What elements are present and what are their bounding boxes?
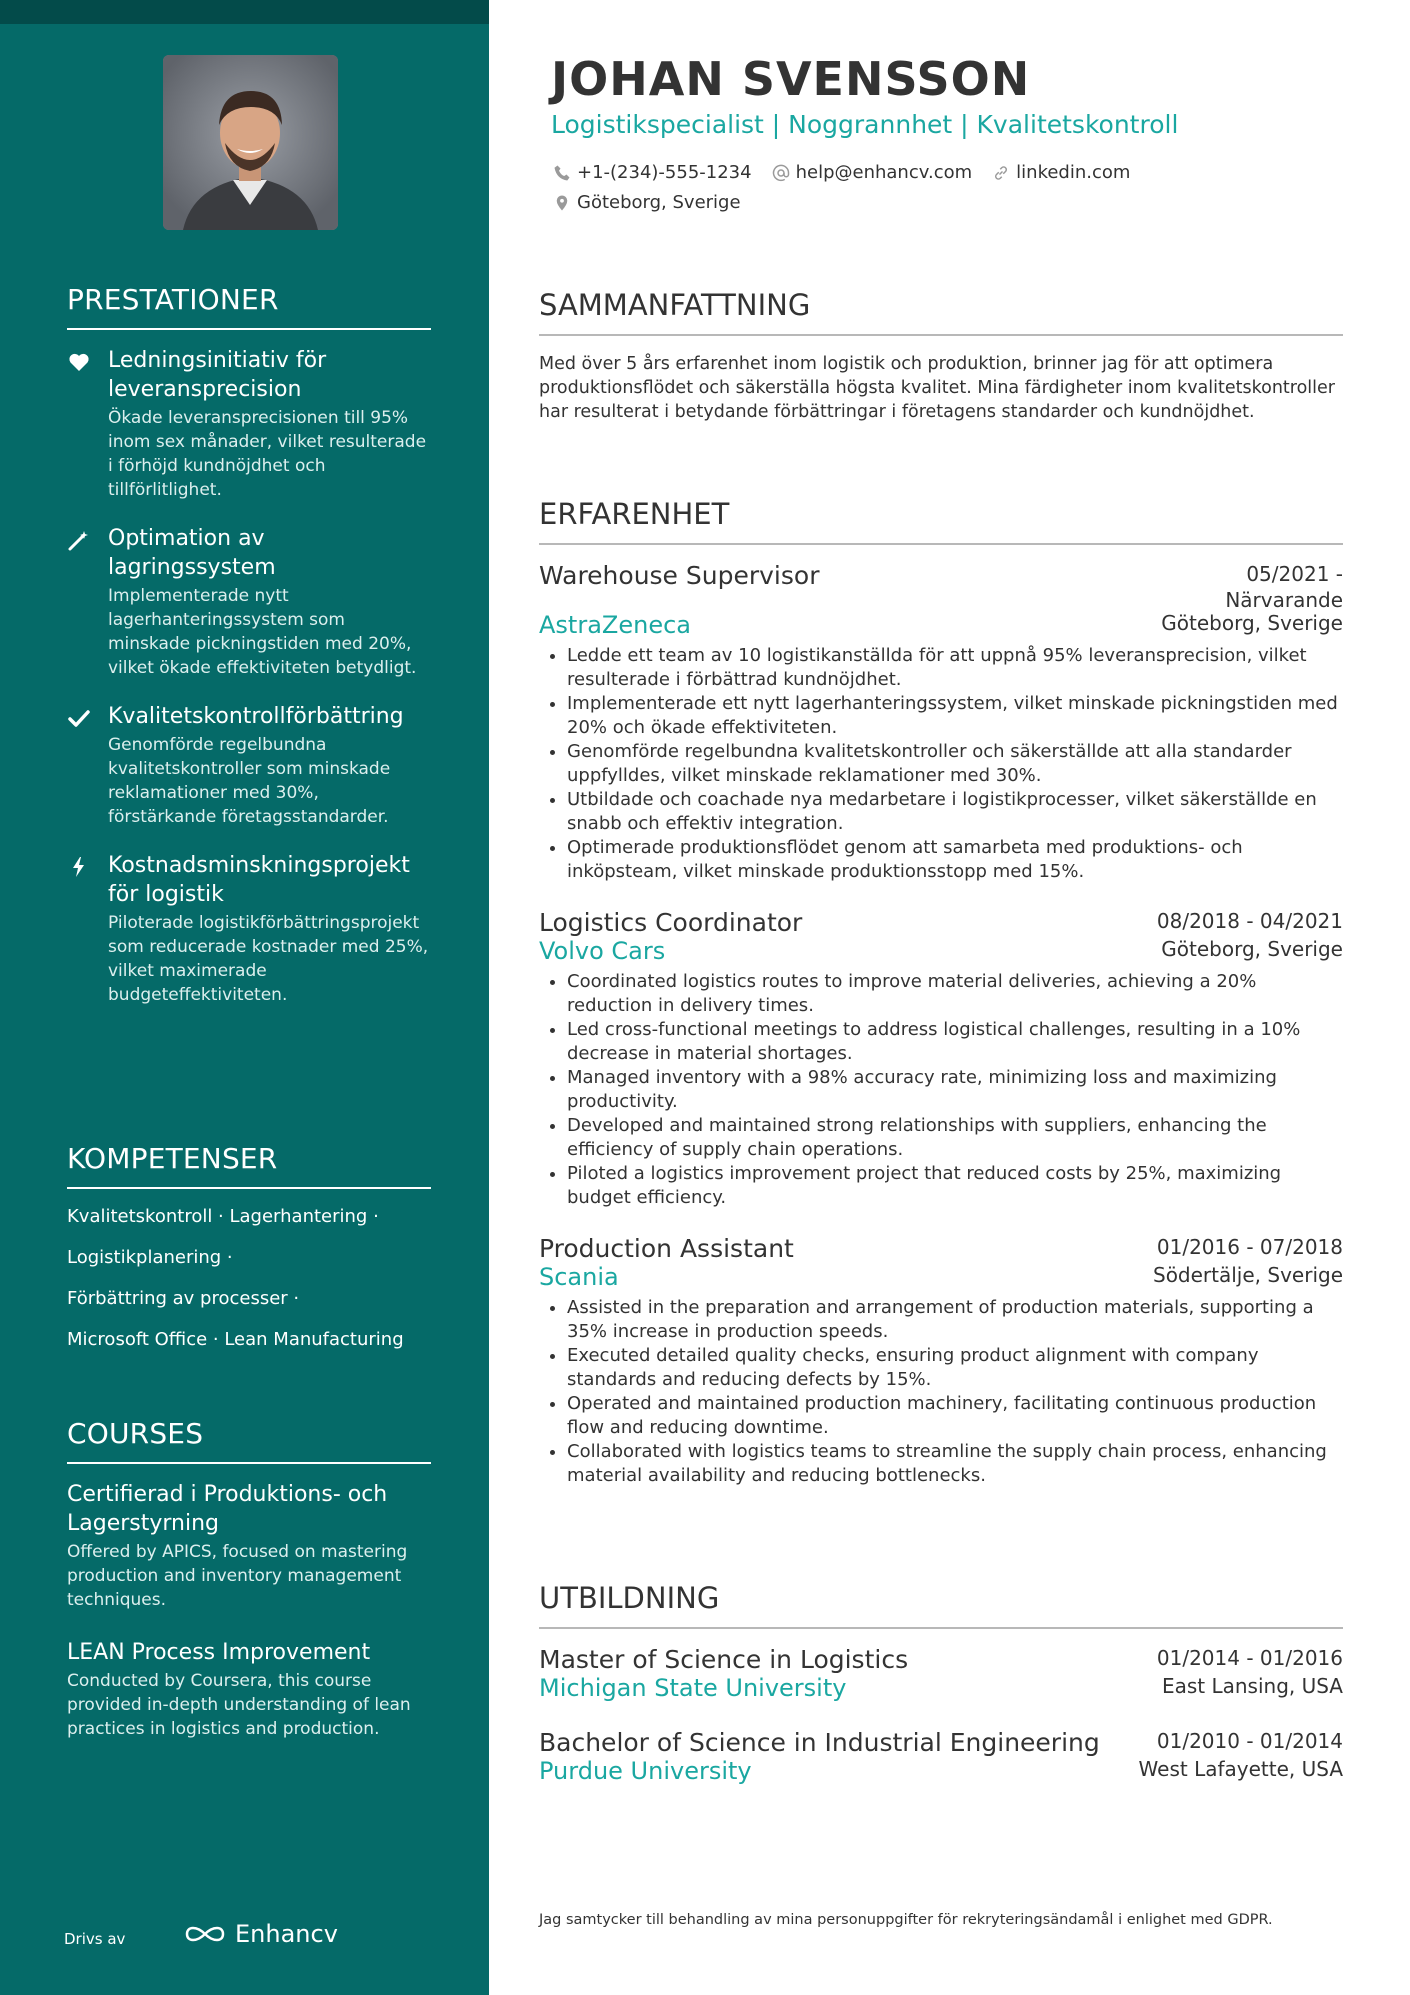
job-bullet: • Coordinated logistics routes to improve material deliveries, achieving a 20% reduction in delivery times. (567, 970, 1343, 1018)
email-text: help@enhancv.com (795, 162, 973, 183)
achievements-heading: PRESTATIONER (67, 283, 431, 330)
job-date (1225, 561, 1343, 613)
achievement-item (67, 702, 431, 829)
gdpr-consent: Jag samtycker till behandling av mina personuppgifter för rekryteringsändamål i enlighet med GDPR. (539, 1912, 1273, 1928)
course-title: LEAN Process Improvement (67, 1640, 371, 1665)
job-entry (539, 1234, 1343, 1488)
school-location: East Lansing, USA (1161, 1674, 1343, 1698)
check-icon (67, 706, 91, 730)
contact-row (553, 162, 1130, 183)
job-bullet: • Utbildade och coachade nya medarbetare i logistikprocesser, vilket säkerställde en snabb och effektiv integration. (567, 788, 1343, 836)
achievement-item (67, 346, 431, 502)
heart-icon (67, 350, 91, 374)
powered-by-label: Drivs av (64, 1930, 126, 1948)
job-bullet: • Led cross-functional meetings to address logistical challenges, resulting in a 10% decrease in material shortages. (567, 1018, 1343, 1066)
company-name: AstraZeneca (539, 611, 691, 639)
achievement-desc: Piloterade logistikförbättringsprojekt som reducerade kostnader med 25%, vilket maximerade budgeteffektiviteten. (108, 913, 429, 1005)
courses-section (67, 1417, 431, 1767)
profile-photo (163, 55, 338, 230)
job-date-line: 05/2021 - (1246, 562, 1343, 586)
job-bullet: • Piloted a logistics improvement project that reduced costs by 25%, maximizing budget efficiency. (567, 1162, 1343, 1210)
education-entry (539, 1645, 1343, 1702)
course-title: Certifierad i Produktions- och Lagerstyrning (67, 1482, 388, 1536)
job-date: 08/2018 - 04/2021 (1156, 909, 1343, 933)
achievement-item (67, 851, 431, 1007)
company-name: Volvo Cars (539, 937, 666, 965)
job-bullet: • Collaborated with logistics teams to streamline the supply chain process, enhancing material availability and reducing bottlenecks. (567, 1440, 1343, 1488)
location-row (553, 192, 741, 213)
skills-section (67, 1142, 431, 1369)
phone-icon (553, 164, 571, 182)
job-bullet: • Ledde ett team av 10 logistikanställda för att uppnå 95% leveransprecision, vilket resulterade i förbättrad kundnöjdhet. (567, 644, 1343, 692)
job-date-line: Närvarande (1225, 588, 1343, 612)
job-bullet: • Developed and maintained strong relationships with suppliers, enhancing the efficiency of supply chain operations. (567, 1114, 1343, 1162)
location-contact (553, 192, 741, 213)
company-name: Scania (539, 1263, 619, 1291)
school-location: West Lafayette, USA (1138, 1757, 1343, 1781)
logo-text: Enhancv (235, 1920, 338, 1948)
summary-heading: SAMMANFATTNING (539, 288, 1343, 336)
achievement-title: Kvalitetskontrollförbättring (108, 704, 404, 729)
job-bullet: • Assisted in the preparation and arrangement of production materials, supporting a 35% increase in production speeds. (567, 1296, 1343, 1344)
education-entry (539, 1728, 1343, 1785)
job-bullet: • Managed inventory with a 98% accuracy rate, minimizing loss and maximizing productivity. (567, 1066, 1343, 1114)
job-title: Production Assistant (539, 1234, 794, 1263)
degree-title: Bachelor of Science in Industrial Engineering (539, 1728, 1100, 1757)
candidate-headline: Logistikspecialist | Noggrannhet | Kvalitetskontroll (551, 110, 1179, 139)
at-icon (772, 164, 790, 182)
achievement-desc: Ökade leveransprecisionen till 95% inom sex månader, vilket resulterade i förhöjd kundnöjdhet och tillförlitlighet. (108, 408, 427, 500)
education-date: 01/2014 - 01/2016 (1156, 1646, 1343, 1670)
link-icon (992, 164, 1010, 182)
achievement-title: Kostnadsminskningsprojekt för logistik (108, 853, 410, 907)
email-contact[interactable] (772, 162, 973, 183)
achievement-title: Ledningsinitiativ för leveransprecision (108, 348, 327, 402)
location-text: Göteborg, Sverige (577, 192, 741, 213)
skills-heading: KOMPETENSER (67, 1142, 431, 1189)
school-name: Michigan State University (539, 1674, 847, 1702)
skills-line: Microsoft Office · Lean Manufacturing (67, 1329, 404, 1350)
job-location: Södertälje, Sverige (1153, 1263, 1343, 1287)
job-bullet: • Implementerade ett nytt lagerhanteringssystem, vilket minskade pickningstiden med 20% och ökade effektiviteten. (567, 692, 1343, 740)
job-entry (539, 908, 1343, 1210)
skills-line: Logistikplanering · (67, 1247, 233, 1268)
summary-text: Med över 5 års erfarenhet inom logistik och produktion, brinner jag för att optimera produktionsflödet och säkerställa högsta kvalitet. Mina färdigheter inom kvalitetskontroller har resulterat i betydande förbättringar i företagens standarder och kundnöjdhet. (539, 354, 1335, 422)
courses-heading: COURSES (67, 1417, 431, 1464)
achievement-desc: Genomförde regelbundna kvalitetskontroller som minskade reklamationer med 30%, förstärkande företagsstandarder. (108, 735, 391, 827)
linkedin-text: linkedin.com (1016, 162, 1131, 183)
education-date: 01/2010 - 01/2014 (1156, 1729, 1343, 1753)
course-item (67, 1638, 431, 1741)
course-desc: Offered by APICS, focused on mastering production and inventory management techniques. (67, 1542, 408, 1610)
skills-line: Förbättring av processer · (67, 1288, 300, 1309)
job-location: Göteborg, Sverige (1161, 611, 1343, 635)
sidebar (0, 0, 489, 1995)
education-section (539, 1581, 1343, 1811)
phone-text: +1-(234)-555-1234 (577, 162, 752, 183)
course-item (67, 1480, 431, 1612)
degree-title: Master of Science in Logistics (539, 1645, 909, 1674)
linkedin-contact[interactable] (992, 162, 1130, 183)
job-bullet: • Optimerade produktionsflödet genom att samarbeta med produktions- och inköpsteam, vilket minskade produktionsstopp med 15%. (567, 836, 1343, 884)
infinity-icon (183, 1922, 227, 1946)
experience-section (539, 497, 1343, 1512)
magic-wand-icon (67, 528, 91, 552)
education-heading: UTBILDNING (539, 1581, 1343, 1629)
summary-section (539, 288, 1343, 424)
achievement-title: Optimation av lagringssystem (108, 526, 276, 580)
job-entry (539, 561, 1343, 884)
location-pin-icon (553, 194, 571, 212)
achievement-desc: Implementerade nytt lagerhanteringssystem som minskade pickningstiden med 20%, vilket ökade effektiviteten betydligt. (108, 586, 417, 678)
phone-contact[interactable] (553, 162, 752, 183)
skills-line: Kvalitetskontroll · Lagerhantering · (67, 1206, 379, 1227)
experience-heading: ERFARENHET (539, 497, 1343, 545)
course-desc: Conducted by Coursera, this course provided in-depth understanding of lean practices in logistics and production. (67, 1671, 411, 1739)
job-bullets (539, 970, 1343, 1210)
candidate-name: JOHAN SVENSSON (551, 52, 1031, 106)
lightning-icon (67, 855, 91, 879)
achievement-item (67, 524, 431, 680)
job-bullet: • Genomförde regelbundna kvalitetskontroller och säkerställde att alla standarder uppfylldes, vilket minskade reklamationer med 30%. (567, 740, 1343, 788)
job-title: Warehouse Supervisor (539, 561, 820, 590)
job-title: Logistics Coordinator (539, 908, 803, 937)
job-bullets (539, 644, 1343, 884)
school-name: Purdue University (539, 1757, 752, 1785)
achievements-section (67, 283, 431, 1029)
job-date: 01/2016 - 07/2018 (1156, 1235, 1343, 1259)
sidebar-top-bar (0, 0, 489, 24)
enhancv-logo[interactable] (183, 1920, 338, 1948)
job-bullets (539, 1296, 1343, 1488)
job-bullet: • Executed detailed quality checks, ensuring product alignment with company standards and reducing defects by 15%. (567, 1344, 1343, 1392)
job-bullet: • Operated and maintained production machinery, facilitating continuous production flow and reducing downtime. (567, 1392, 1343, 1440)
job-location: Göteborg, Sverige (1161, 937, 1343, 961)
